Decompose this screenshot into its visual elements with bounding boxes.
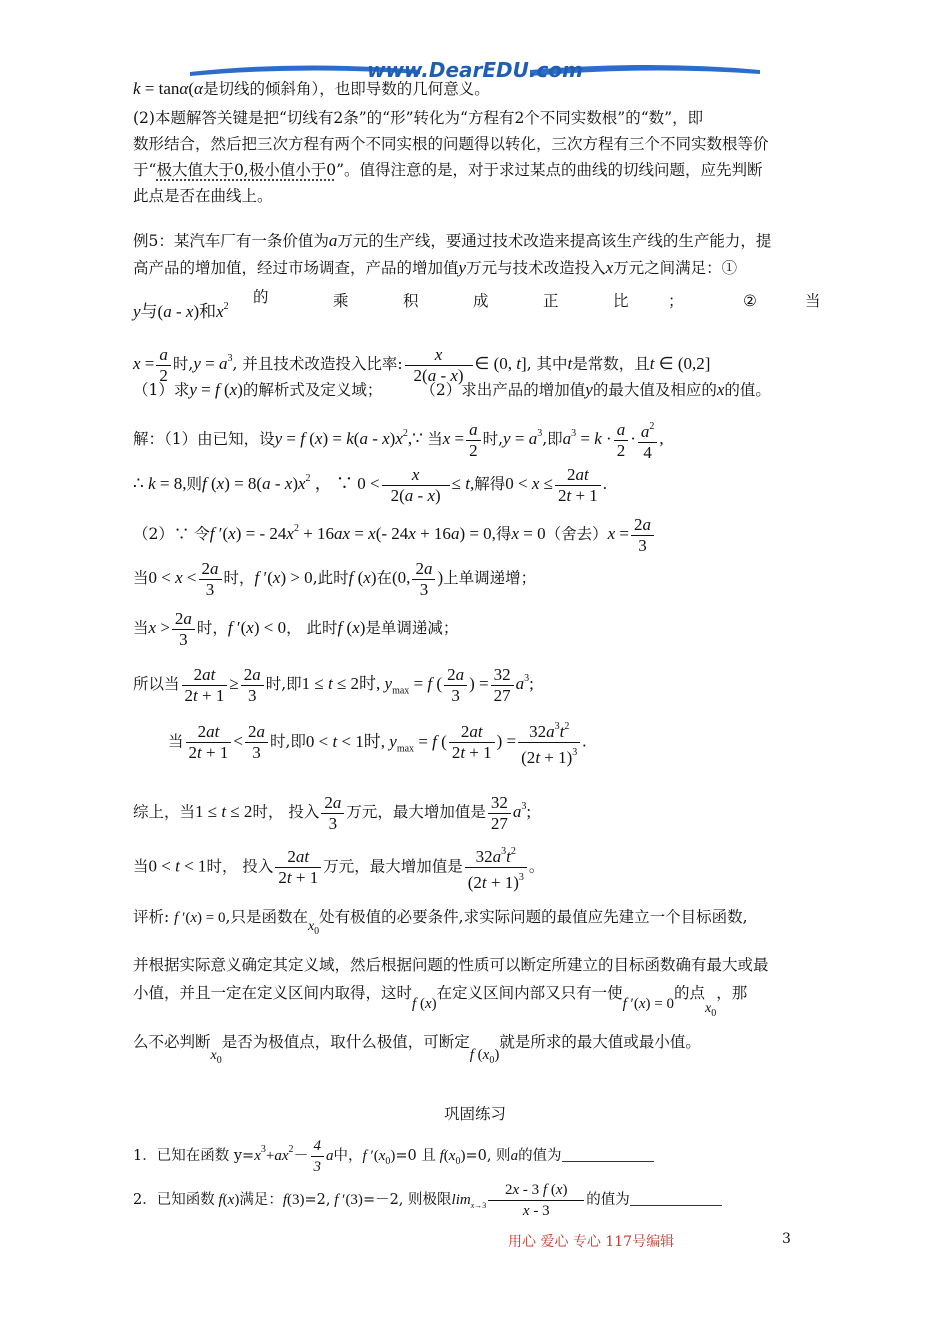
sol-s2b: 解得 xyxy=(474,475,506,493)
analysis-line-4: 么不必判断$x_0$是否为极值点，取什么极值，可断定f $(x_0)$就是所求的最大值或最小值。 xyxy=(133,1033,701,1066)
sol-s6a: 所以当 xyxy=(133,675,180,693)
ana-p3d: ，那 xyxy=(716,984,748,1002)
q1d: =0, 则 xyxy=(465,1148,511,1164)
sol-s9a: 当 xyxy=(133,857,149,876)
sol-s6b: 时,即 xyxy=(265,675,302,693)
ex-l4d: 是常数，且 xyxy=(572,355,650,373)
sol-s5a: 当 xyxy=(133,619,149,637)
ex-w8: 当 xyxy=(805,292,821,310)
q1-answer-blank[interactable] xyxy=(562,1147,654,1162)
sol-s3a: （2）∵ 令 xyxy=(133,525,210,543)
q2e: 的值为 xyxy=(586,1192,630,1208)
sol-s8b: 时， 投入 xyxy=(252,803,320,821)
q1a: 1．已知在函数 y= xyxy=(133,1148,255,1164)
ana-p4a: 么不必判断 xyxy=(133,1033,211,1051)
q1b: 中， xyxy=(333,1148,363,1164)
ex-w5: 比 xyxy=(613,292,629,310)
sol-s5b: 时， xyxy=(196,619,228,637)
sol-s5c: ， 此时 xyxy=(286,619,338,637)
sol-s2a: 则 xyxy=(186,475,202,493)
ex-l2: 高产品的增加值，经过市场调查，产品的增加值 xyxy=(133,259,459,277)
ana-p4c: 就是所求的最大值或最小值。 xyxy=(499,1033,701,1051)
sol-s8c: 万元，最大增加值是 xyxy=(346,803,486,821)
sol-s1b: 当 xyxy=(427,430,443,448)
sol-s3c: （舍去） xyxy=(545,525,608,543)
analysis-line-1: 评析: f ′(x) = 0,只是函数在$x_0$处有极值的必要条件,求实际问题的最值应先建立一个目标函数, xyxy=(133,908,748,937)
sol-s1c: 时, xyxy=(482,430,504,448)
ex-w1: 乘 xyxy=(333,292,349,310)
example-line-1: 例5：某汽车厂有一条价值为a万元的生产线，要通过技术改造来提高该生产线的生产能力，提 xyxy=(133,231,772,250)
sol-s8a: 综上，当 xyxy=(133,803,196,821)
ex-w3: 成 xyxy=(473,292,489,310)
sol-s4d: 在 xyxy=(376,569,393,587)
intro-dotted: 极大值大于0,极小值小于0 xyxy=(156,161,337,179)
ex-l2b: 万元与技术改造投入 xyxy=(466,259,606,277)
ex-l5b: 的解析式及定义域； xyxy=(242,381,383,399)
sol-s9b: 时， 投入 xyxy=(206,857,274,876)
q1e: 的值为 xyxy=(518,1148,562,1164)
sol-s9d: 。 xyxy=(528,857,545,876)
analysis-line-3: 小值，并且一定在定义区间内取得，这时f (x)在定义区间内部又只有一使f ′(x) = 0的点$x_0$，那 xyxy=(133,984,748,1019)
q2c: =2, xyxy=(304,1192,331,1208)
ex-l5a: （1）求 xyxy=(133,381,190,399)
ex-w6: ； xyxy=(668,292,684,310)
example-line-5: （1）求y = f (x)的解析式及定义域； （2）求出产品的增加值y的最大值及相应的x的值。 xyxy=(133,380,771,399)
practice-q2: 2．已知函数 f(x)满足：f(3)=2, f ′(3)=－2, 则极限$\lim_{x\to 3}$ $\frac{2x - 3 f (x)}{x - 3}$ 的值为 xyxy=(133,1178,722,1228)
ex-w4: 正 xyxy=(543,292,559,310)
ana-p3a: 小值，并且一定在定义区间内取得，这时 xyxy=(133,984,413,1002)
intro-paren: 是切线的倾斜角 xyxy=(202,80,312,98)
sol-s1d: ,即 xyxy=(542,430,563,448)
intro-tail: ），也即导数的几何意义。 xyxy=(311,80,490,98)
sol-s7a: 当 xyxy=(168,732,184,751)
solution-line-7: 当 $\frac{2at}{2t + 1}$ < $\frac{2a}{3}$ 时,即0 < t < 1时, $y_{max} = f$ ( $\frac{2at}{2t + 1}$ ) = $\frac{32a^3t^2}{(2t + 1)^3}$ . xyxy=(168,717,587,771)
q2a: 2．已知函数 xyxy=(133,1192,215,1208)
intro-line-2: (2)本题解答关键是把“切线有2条”的“形”转化为“方程有2个不同实数根”的“数”，即 xyxy=(133,109,704,127)
solution-line-2: ∴ k = 8,则f $(x) = 8(a - x)x^2$ ， ∵ 0 < $\frac{x}{2(a - x)}$ ≤ t,解得0 < x ≤ $\frac{2at}{2t + 1}$ . xyxy=(133,464,608,505)
solution-line-1: 解：（1）由已知，设y = f $(x) = k(a - x)x^2,\because$ 当x = $\frac{a}{2}$ 时$,y = a^3$,即$a^3 = k$ · $\frac{a}{2}$ · $\frac{a^2}{4}$ , xyxy=(133,412,664,463)
intro-l4b: ”。值得注意的是，对于求过某点的曲线的切线问题，应先判断 xyxy=(336,161,763,179)
page-number: 3 xyxy=(782,1231,791,1247)
intro-line-3: 数形结合，然后把三次方程有两个不同实根的问题得以转化，三次方程有三个不同实数根等价 xyxy=(133,135,769,153)
practice-q1: 1．已知在函数 $y=x^3+ax^2-$ $\frac{4}{3}$ a中，f $'(x_0)=0$ 且 $f(x_0)=0$, 则a的值为 xyxy=(133,1128,654,1184)
solution-line-9: 当0 < t < 1时， 投入 $\frac{2at}{2t + 1}$ 万元，最大增加值是 $\frac{32a^3t^2}{(2t + 1)^3}$ 。 xyxy=(133,842,544,893)
intro-l4a: 于“ xyxy=(133,161,157,179)
sol-s3b: 得 xyxy=(495,525,512,543)
ana-p1b: ,只是函数在 xyxy=(225,908,308,926)
ana-p3b: 在定义区间内部又只有一使 xyxy=(436,984,623,1002)
ex-l5c: （2）求出产品的增加值 xyxy=(420,381,586,399)
sol-s1a: 解：（1）由已知，设 xyxy=(133,430,275,448)
ex-l5e: 的值。 xyxy=(724,381,771,399)
sol-s4b: 时， xyxy=(223,569,255,587)
ex-w2: 积 xyxy=(403,292,419,310)
q2-answer-blank[interactable] xyxy=(630,1191,722,1206)
sol-s7b: 时,即 xyxy=(269,732,306,751)
site-url: www.DearEDU.com xyxy=(367,58,583,82)
intro-line-4 xyxy=(133,159,763,181)
ana-p1c: 处有极值的必要条件,求实际问题的最值应先建立一个目标函数, xyxy=(319,908,748,926)
solution-line-3: （2）∵ 令f ′(x) = - $24x^2 + 16ax = x(-$ 24x + 16a) = 0,得x = 0（舍去）x = $\frac{2a}{3}$ xyxy=(133,507,656,556)
ex-w7: ② xyxy=(743,292,757,310)
sol-s4a: 当 xyxy=(133,569,149,587)
ex-l1b: 万元的生产线，要通过技术改造来提高该生产线的生产能力，提 xyxy=(337,232,772,250)
sol-s9c: 万元，最大增加值是 xyxy=(323,857,463,876)
intro-line-1: k = tanα(α是切线的倾斜角），也即导数的几何意义。 xyxy=(133,79,490,98)
solution-line-8: 综上，当1 ≤ t ≤ 2时， 投入 $\frac{2a}{3}$ 万元，最大增加值是 $\frac{32}{27}$ $a^3$; xyxy=(133,792,532,833)
practice-title: 巩固练习 xyxy=(443,1105,506,1123)
ex-l2c: 万元之间满足：① xyxy=(613,259,738,277)
ex-l4b: , 并且技术改造投入比率: xyxy=(232,355,403,373)
q2b: 满足： xyxy=(239,1192,283,1208)
example-line-4: x = $\frac{a}{2}$ 时$,y = a^3$, 并且技术改造投入比率: $\frac{x}{2(a - x)}$ ∈ (0, t], 其中t是常数，且t ∈ (0,2] xyxy=(133,344,711,385)
ex-w0: 的 xyxy=(253,288,269,306)
footer-text: 用心 爱心 专心 117号编辑 xyxy=(508,1234,675,1250)
ex-l4a: 时, xyxy=(172,355,194,373)
solution-line-5: 当x > $\frac{2a}{3}$ 时，f ′(x) < 0， 此时f (x)是单调递减； xyxy=(133,608,459,649)
solution-line-6: 所以当 $\frac{2at}{2t + 1}$ ≥ $\frac{2a}{3}$ 时,即1 ≤ t ≤ 2时, $y_{max} = f$ ( $\frac{2a}{3}$ ) = $\frac{32}{27}$ $a^3$; xyxy=(133,664,534,705)
example-line-2: 高产品的增加值，经过市场调查，产品的增加值y万元与技术改造投入x万元之间满足：① xyxy=(133,258,738,277)
intro-line-5: 此点是否在曲线上。 xyxy=(133,187,273,205)
ana-p1a: 评析: xyxy=(133,908,170,926)
ana-p4b: 是否为极值点，取什么极值，可断定 xyxy=(221,1033,470,1051)
sol-s4c: ,此时 xyxy=(312,569,349,587)
ana-p3c: 的点 xyxy=(673,984,705,1002)
sol-s5d: 是单调递减； xyxy=(365,619,459,637)
ex-l5d: 的最大值及相应的 xyxy=(592,381,717,399)
ex-l4c: , 其中 xyxy=(526,355,568,373)
analysis-line-2: 并根据实际意义确定其定义域，然后根据问题的性质可以断定所建立的目标函数确有最大或最 xyxy=(133,956,769,974)
ex-l1: 例5：某汽车厂有一条价值为 xyxy=(133,232,329,250)
sol-s4e: 上单调递增； xyxy=(443,569,537,587)
q2d: =－2, 则极限 xyxy=(362,1192,452,1208)
solution-line-4: 当0 < x < $\frac{2a}{3}$ 时，f ′(x) > 0,此时f (x)在(0, $\frac{2a}{3}$ )上单调递增； xyxy=(133,558,537,599)
q1c: =0 且 xyxy=(395,1148,436,1164)
